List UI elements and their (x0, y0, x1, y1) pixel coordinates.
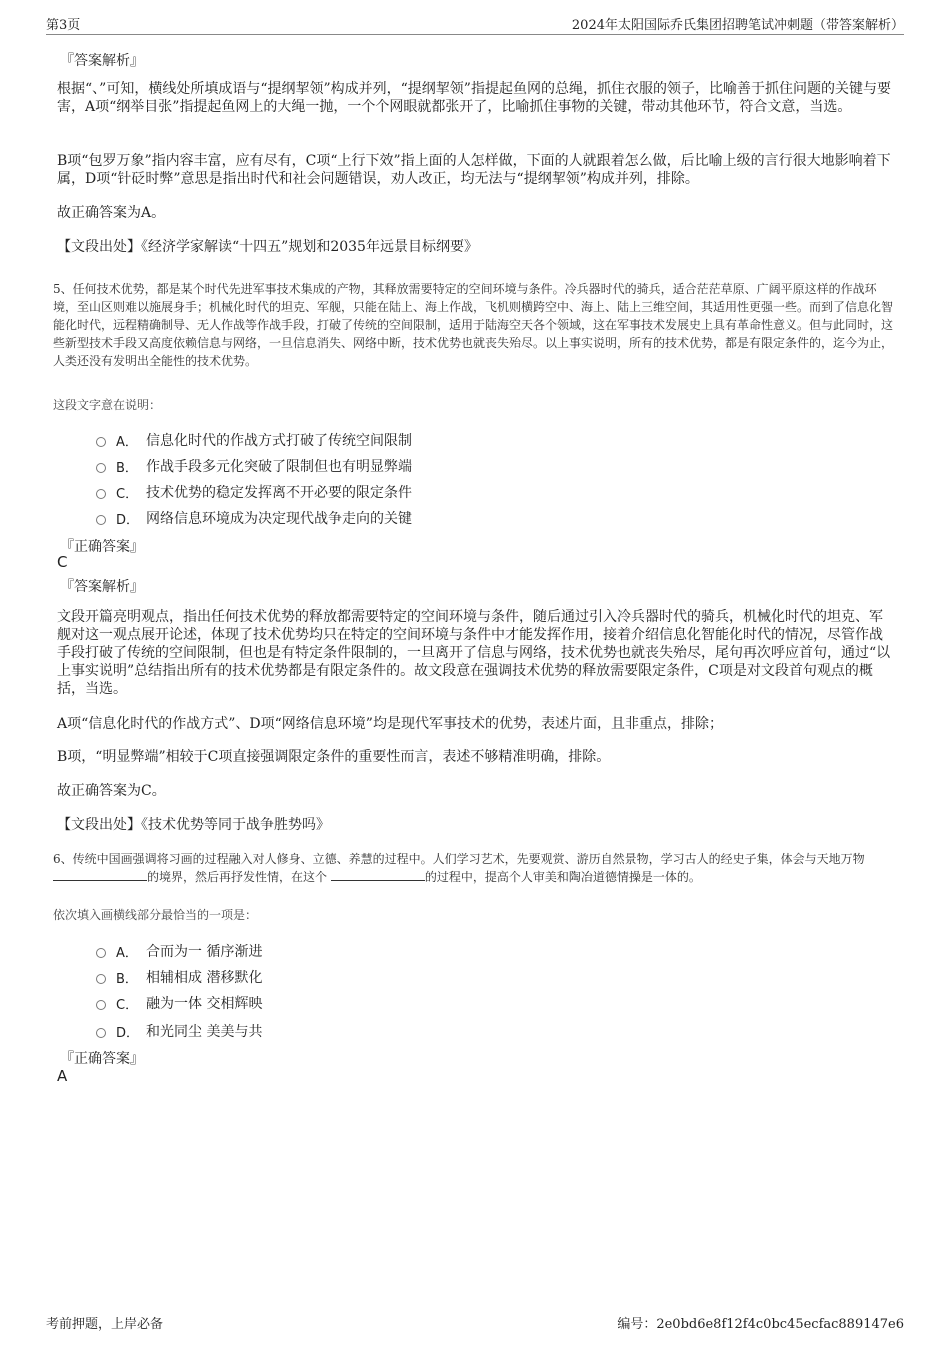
analysis-paragraph: 文段开篇亮明观点，指出任何技术优势的释放都需要特定的空间环境与条件，随后通过引入冷兵器时代的骑兵，机械化时代的坦克、军舰对这一观点展开论述，体现了技术优势均只在特定的空间环境与条件中才能发挥作用，接着介绍信息化智能化时代的情况，尽管作战手段打破了传统的空间限制，但也是有特定条件限制的，一旦离开了信息与网络，技术优势也就丧失殆尽，尾句再次呼应首句，通过“以上事实说明”总结指出所有的技术优势都是有限定条件的。故文段意在强调技术优势的释放需要限定条件，C项是对文段首句观点的概括，当选。 (57, 609, 891, 697)
correct-answer: A (57, 1067, 68, 1085)
option-letter: C． (116, 997, 139, 1013)
radio-icon[interactable] (96, 437, 106, 447)
option-letter: D． (116, 512, 140, 528)
option-a[interactable] (96, 430, 412, 450)
option-d[interactable] (96, 1021, 262, 1041)
option-text: 相辅相成 潜移默化 (146, 970, 263, 986)
analysis-paragraph: B项“包罗万象”指内容丰富，应有尽有，C项“上行下效”指上面的人怎样做，下面的人就跟着怎么做，后比喻上级的言行很大地影响着下属，D项“针砭时弊”意思是指出时代和社会问题错误，劝人改正，均无法与“提纲挈领”构成并列，排除。 (57, 153, 891, 187)
option-text: 技术优势的稳定发挥离不开必要的限定条件 (146, 485, 412, 501)
option-text: 融为一体 交相辉映 (146, 996, 263, 1012)
option-letter: B． (116, 971, 138, 987)
correct-answer-label: 『正确答案』 (60, 1051, 144, 1067)
correct-answer: C (57, 553, 68, 571)
fill-blank (53, 868, 147, 881)
source-citation: 【文段出处】《经济学家解读“十四五”规划和2035年远景目标纲要》 (57, 239, 478, 255)
question-5-stem: 5、任何技术优势，都是某个时代先进军事技术集成的产物，其释放需要特定的空间环境与条件。冷兵器时代的骑兵，适合茫茫草原、广阔平原这样的作战环境，至山区则难以施展身手；机械化时代的坦克、军舰，只能在陆上、海上作战，飞机则横跨空中、海上、陆上三维空间，其适用性更强一些。而到了信息化智能化时代，远程精确制导、无人作战等作战手段，打破了传统的空间限制，适用于陆海空天各个领域，这在军事技术发展史上具有革命性意义。但与此同时，这些新型技术手段又高度依赖信息与网络，一旦信息消失、网络中断，技术优势也就丧失殆尽。以上事实说明，所有的技术优势，都是有限定条件的，迄今为止，人类还没有发明出全能性的技术优势。 (53, 282, 894, 368)
option-b[interactable] (96, 456, 412, 476)
analysis-label: 『答案解析』 (60, 53, 144, 69)
option-b[interactable] (96, 967, 262, 987)
radio-icon[interactable] (96, 948, 106, 958)
analysis-label: 『答案解析』 (60, 579, 144, 595)
option-text: 作战手段多元化突破了限制但也有明显弊端 (146, 459, 412, 475)
option-letter: D． (116, 1025, 140, 1041)
question-6-stem: 6、传统中国画强调将习画的过程融入对人修身、立德、养慧的过程中。人们学习艺术，先要观赏、游历自然景物，学习古人的经史子集，体会与天地万物 的境界，然后再抒发性情，在这个 的过程中，提高个人审美和陶冶道德情操是一体的。 (53, 852, 865, 884)
page-number: 第3页 (46, 18, 81, 33)
option-text: 信息化时代的作战方式打破了传统空间限制 (146, 433, 412, 449)
analysis-paragraph: B项，“明显弊端”相较于C项直接强调限定条件的重要性而言，表述不够精准明确，排除。 (57, 749, 611, 765)
question-6-prompt: 依次填入画横线部分最恰当的一项是： (53, 908, 258, 922)
option-c[interactable] (96, 993, 262, 1013)
option-a[interactable] (96, 941, 262, 961)
option-text: 和光同尘 美美与共 (146, 1024, 263, 1040)
option-letter: B． (116, 460, 138, 476)
fill-blank (331, 868, 425, 881)
option-d[interactable] (96, 508, 412, 528)
radio-icon[interactable] (96, 463, 106, 473)
radio-icon[interactable] (96, 1000, 106, 1010)
option-text: 网络信息环境成为决定现代战争走向的关键 (146, 511, 412, 527)
document-id: 编号：2e0bd6e8f12f4c0bc45ecfac889147e6 (617, 1317, 904, 1332)
radio-icon[interactable] (96, 489, 106, 499)
radio-icon[interactable] (96, 974, 106, 984)
answer-conclusion: 故正确答案为A。 (57, 205, 166, 221)
option-letter: A． (116, 945, 138, 961)
option-c[interactable] (96, 482, 412, 502)
correct-answer-label: 『正确答案』 (60, 539, 144, 555)
source-citation: 【文段出处】《技术优势等同于战争胜势吗》 (57, 817, 330, 833)
answer-conclusion: 故正确答案为C。 (57, 783, 166, 799)
analysis-paragraph: A项“信息化时代的作战方式”、D项“网络信息环境”均是现代军事技术的优势，表述片面，且非重点，排除； (57, 716, 723, 732)
option-letter: C． (116, 486, 139, 502)
radio-icon[interactable] (96, 515, 106, 525)
page-header (46, 14, 904, 35)
document-title: 2024年太阳国际乔氏集团招聘笔试冲刺题（带答案解析） (571, 18, 904, 33)
option-letter: A． (116, 434, 138, 450)
option-text: 合而为一 循序渐进 (146, 944, 263, 960)
footer-slogan: 考前押题，上岸必备 (46, 1317, 164, 1332)
radio-icon[interactable] (96, 1028, 106, 1038)
question-5-prompt: 这段文字意在说明： (53, 398, 162, 412)
analysis-paragraph: 根据“、”可知，横线处所填成语与“提纲挈领”构成并列，“提纲挈领”指提起鱼网的总绳，抓住衣服的领子，比喻善于抓住问题的关键与要害，A项“纲举目张”指提起鱼网上的大绳一抛，一个个网眼就都张开了，比喻抓住事物的关键，带动其他环节，符合文意，当选。 (57, 81, 891, 115)
